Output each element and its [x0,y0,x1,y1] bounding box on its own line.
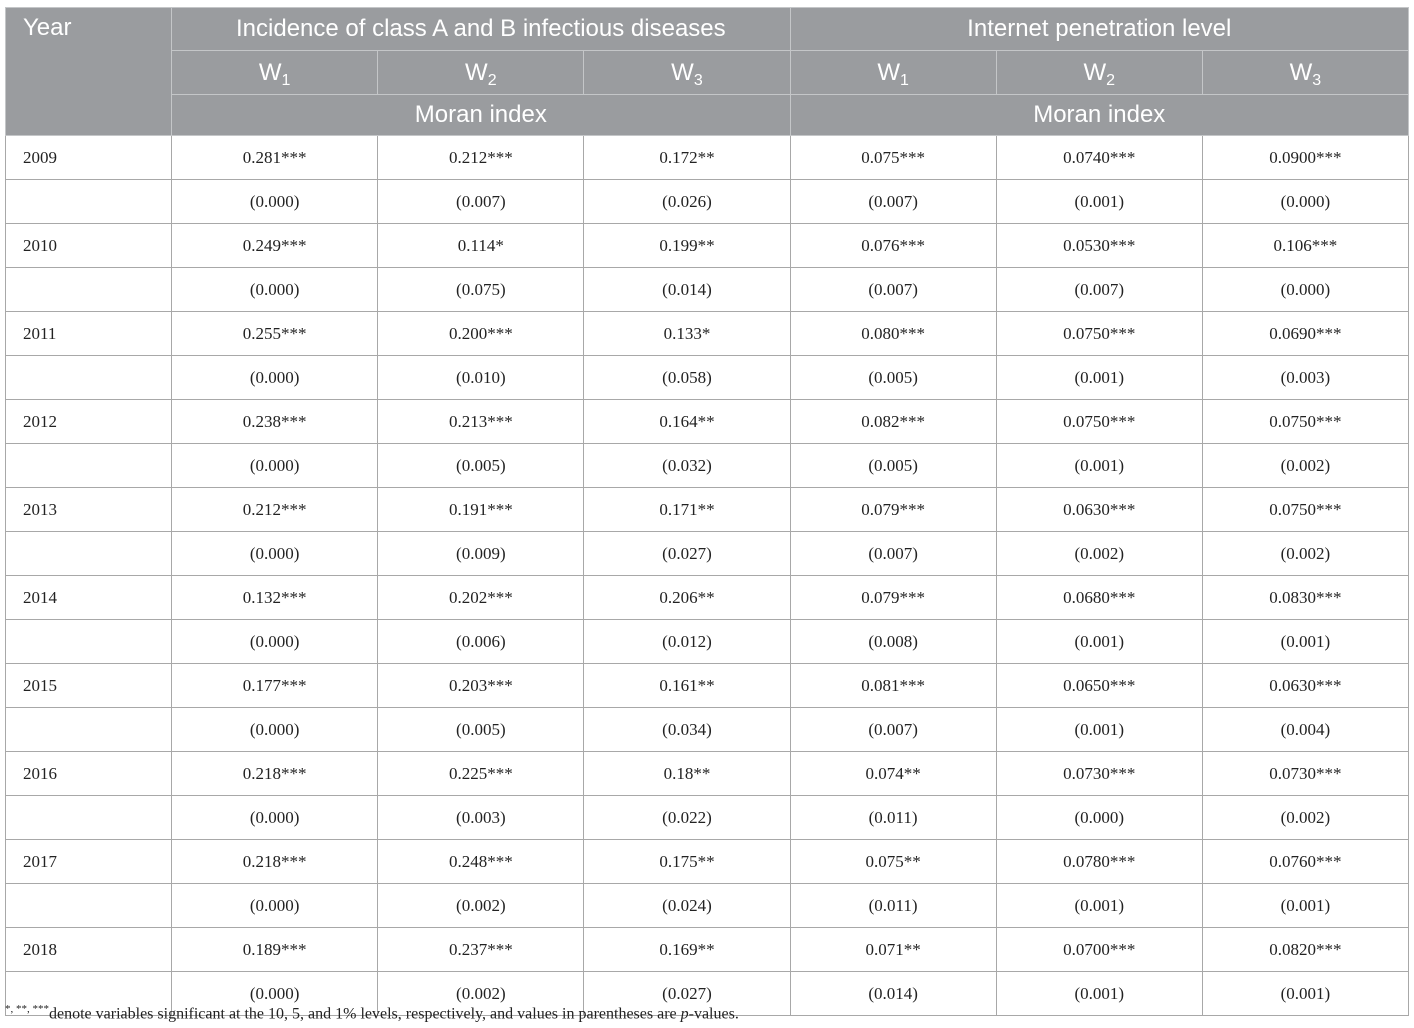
p-value-cell: (0.006) [378,620,584,664]
p-value-cell: (0.000) [172,972,378,1016]
p-value-cell: (0.024) [584,884,790,928]
moran-value-cell: 0.0650*** [996,664,1202,708]
empty-year-cell [6,620,172,664]
moran-value-cell: 0.164** [584,400,790,444]
p-value-cell: (0.003) [378,796,584,840]
p-value-cell: (0.007) [790,180,996,224]
p-value-cell: (0.012) [584,620,790,664]
p-value-cell: (0.002) [996,532,1202,576]
p-value-cell: (0.005) [378,444,584,488]
moran-value-cell: 0.218*** [172,840,378,884]
p-value-cell: (0.010) [378,356,584,400]
moran-value-cell: 0.212*** [172,488,378,532]
empty-year-cell [6,268,172,312]
moran-value-cell: 0.0730*** [1202,752,1408,796]
moran-value-cell: 0.082*** [790,400,996,444]
moran-value-cell: 0.161** [584,664,790,708]
table-row-pvalues [6,444,1409,488]
moran-value-cell: 0.0530*** [996,224,1202,268]
year-cell: 2013 [6,488,172,532]
moran-value-cell: 0.200*** [378,312,584,356]
p-value-cell: (0.001) [996,972,1202,1016]
moran-value-cell: 0.218*** [172,752,378,796]
moran-value-cell: 0.255*** [172,312,378,356]
p-value-cell: (0.001) [1202,972,1408,1016]
p-value-cell: (0.026) [584,180,790,224]
table-row [6,312,1409,356]
empty-year-cell [6,444,172,488]
moran-value-cell: 0.172** [584,136,790,180]
moran-value-cell: 0.074** [790,752,996,796]
moran-value-cell: 0.0780*** [996,840,1202,884]
moran-value-cell: 0.0900*** [1202,136,1408,180]
table-row-pvalues [6,620,1409,664]
p-value-cell: (0.005) [378,708,584,752]
p-value-cell: (0.001) [996,884,1202,928]
p-value-cell: (0.027) [584,532,790,576]
p-value-cell: (0.007) [790,708,996,752]
p-value-cell: (0.001) [996,444,1202,488]
moran-value-cell: 0.225*** [378,752,584,796]
p-value-cell: (0.000) [1202,180,1408,224]
p-value-cell: (0.000) [172,620,378,664]
weight-header-w3: $W_3$ [1202,51,1408,95]
p-value-cell: (0.014) [790,972,996,1016]
p-value-cell: (0.011) [790,796,996,840]
p-value-cell: (0.000) [1202,268,1408,312]
p-value-cell: (0.002) [1202,444,1408,488]
p-value-cell: (0.005) [790,444,996,488]
weight-header-w1: $W_1$ [790,51,996,95]
p-value-cell: (0.002) [1202,532,1408,576]
moran-index-table [5,7,1409,1016]
moran-value-cell: 0.106*** [1202,224,1408,268]
year-cell: 2010 [6,224,172,268]
table-row [6,752,1409,796]
weight-header-w2: $W_2$ [378,51,584,95]
empty-year-cell [6,532,172,576]
footnote-tail: -values. [688,1005,739,1023]
p-value-cell: (0.003) [1202,356,1408,400]
p-value-cell: (0.001) [1202,620,1408,664]
empty-year-cell [6,180,172,224]
table-row [6,576,1409,620]
table-body [6,136,1409,1016]
moran-value-cell: 0.132*** [172,576,378,620]
table-row-pvalues [6,356,1409,400]
p-value-cell: (0.007) [790,268,996,312]
p-value-cell: (0.001) [1202,884,1408,928]
p-value-cell: (0.002) [378,884,584,928]
year-header: Year [6,8,172,136]
moran-value-cell: 0.0820*** [1202,928,1408,972]
p-value-cell: (0.002) [378,972,584,1016]
p-value-cell: (0.075) [378,268,584,312]
footnote-emphasis: p [680,1005,689,1023]
moran-value-cell: 0.281*** [172,136,378,180]
table-row-pvalues [6,708,1409,752]
p-value-cell: (0.022) [584,796,790,840]
p-value-cell: (0.001) [996,620,1202,664]
p-value-cell: (0.007) [790,532,996,576]
moran-value-cell: 0.237*** [378,928,584,972]
moran-value-cell: 0.075** [790,840,996,884]
p-value-cell: (0.014) [584,268,790,312]
year-cell: 2012 [6,400,172,444]
year-cell: 2011 [6,312,172,356]
p-value-cell: (0.008) [790,620,996,664]
p-value-cell: (0.011) [790,884,996,928]
moran-value-cell: 0.213*** [378,400,584,444]
moran-value-cell: 0.0700*** [996,928,1202,972]
p-value-cell: (0.004) [1202,708,1408,752]
moran-value-cell: 0.076*** [790,224,996,268]
table-row [6,400,1409,444]
moran-value-cell: 0.212*** [378,136,584,180]
year-cell: 2017 [6,840,172,884]
p-value-cell: (0.000) [172,708,378,752]
moran-value-cell: 0.0630*** [996,488,1202,532]
table-row-pvalues [6,796,1409,840]
moran-value-cell: 0.114* [378,224,584,268]
table-row-pvalues [6,532,1409,576]
moran-value-cell: 0.203*** [378,664,584,708]
empty-year-cell [6,796,172,840]
moran-value-cell: 0.0750*** [1202,488,1408,532]
p-value-cell: (0.001) [996,708,1202,752]
moran-value-cell: 0.0740*** [996,136,1202,180]
table-row-pvalues [6,884,1409,928]
significance-marks: *, **, *** [5,1003,49,1015]
moran-value-cell: 0.191*** [378,488,584,532]
table-row [6,136,1409,180]
moran-value-cell: 0.0750*** [996,400,1202,444]
table-row [6,224,1409,268]
empty-year-cell [6,708,172,752]
moran-value-cell: 0.177*** [172,664,378,708]
p-value-cell: (0.001) [996,356,1202,400]
moran-value-cell: 0.0680*** [996,576,1202,620]
table-row-pvalues [6,268,1409,312]
moran-value-cell: 0.081*** [790,664,996,708]
p-value-cell: (0.002) [1202,796,1408,840]
moran-value-cell: 0.0690*** [1202,312,1408,356]
moran-value-cell: 0.248*** [378,840,584,884]
footnote-text: denote variables significant at the 10, 5, and 1% levels, respectively, and values in parentheses are [49,1005,681,1023]
moran-value-cell: 0.199** [584,224,790,268]
p-value-cell: (0.001) [996,180,1202,224]
p-value-cell: (0.007) [378,180,584,224]
moran-value-cell: 0.0750*** [1202,400,1408,444]
year-cell: 2009 [6,136,172,180]
p-value-cell: (0.005) [790,356,996,400]
moran-value-cell: 0.18** [584,752,790,796]
moran-value-cell: 0.0760*** [1202,840,1408,884]
moran-value-cell: 0.080*** [790,312,996,356]
p-value-cell: (0.009) [378,532,584,576]
year-cell: 2014 [6,576,172,620]
group-header-internet: Internet penetration level [790,8,1408,51]
year-cell: 2016 [6,752,172,796]
p-value-cell: (0.000) [172,796,378,840]
moran-value-cell: 0.202*** [378,576,584,620]
moran-value-cell: 0.079*** [790,488,996,532]
year-cell: 2015 [6,664,172,708]
p-value-cell: (0.000) [172,356,378,400]
table-row [6,840,1409,884]
moran-value-cell: 0.071** [790,928,996,972]
p-value-cell: (0.034) [584,708,790,752]
moran-header: Moran index [790,95,1408,136]
p-value-cell: (0.000) [172,532,378,576]
moran-value-cell: 0.206** [584,576,790,620]
year-cell: 2018 [6,928,172,972]
moran-value-cell: 0.075*** [790,136,996,180]
p-value-cell: (0.032) [584,444,790,488]
p-value-cell: (0.007) [996,268,1202,312]
p-value-cell: (0.000) [172,180,378,224]
p-value-cell: (0.000) [172,268,378,312]
table-row [6,928,1409,972]
moran-value-cell: 0.0750*** [996,312,1202,356]
moran-value-cell: 0.189*** [172,928,378,972]
table-row [6,664,1409,708]
moran-value-cell: 0.0830*** [1202,576,1408,620]
table-row [6,488,1409,532]
moran-value-cell: 0.249*** [172,224,378,268]
p-value-cell: (0.000) [996,796,1202,840]
table-container [5,7,1409,1016]
p-value-cell: (0.000) [172,444,378,488]
p-value-cell: (0.000) [172,884,378,928]
moran-value-cell: 0.079*** [790,576,996,620]
moran-value-cell: 0.175** [584,840,790,884]
moran-value-cell: 0.238*** [172,400,378,444]
weight-header-w1: $W_1$ [172,51,378,95]
moran-value-cell: 0.169** [584,928,790,972]
table-row-pvalues [6,180,1409,224]
moran-value-cell: 0.0730*** [996,752,1202,796]
weight-header-w2: $W_2$ [996,51,1202,95]
moran-value-cell: 0.171** [584,488,790,532]
weight-header-w3: $W_3$ [584,51,790,95]
p-value-cell: (0.058) [584,356,790,400]
p-value-cell: (0.027) [584,972,790,1016]
empty-year-cell [6,884,172,928]
empty-year-cell [6,356,172,400]
group-header-infectious: Incidence of class A and B infectious diseases [172,8,790,51]
moran-header: Moran index [172,95,790,136]
moran-value-cell: 0.133* [584,312,790,356]
table-header [6,8,1409,136]
table-footnote [5,1003,739,1023]
moran-value-cell: 0.0630*** [1202,664,1408,708]
